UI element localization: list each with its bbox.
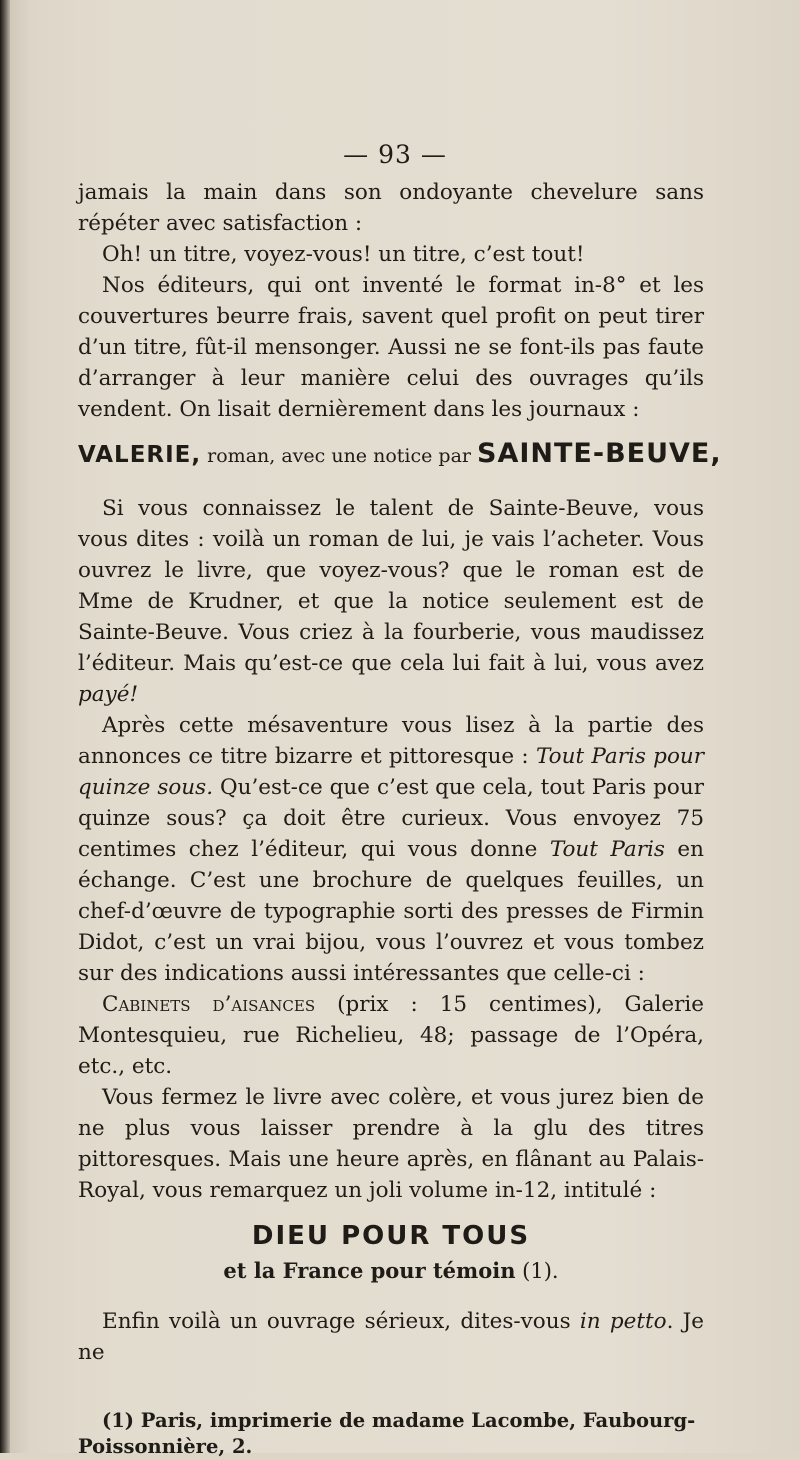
advertisement-line xyxy=(78,438,722,471)
paragraph-5 xyxy=(78,710,704,989)
ad-book-title: VALERIE, xyxy=(78,442,202,468)
paragraph-7: Vous fermez le livre avec colère, et vous jurez bien de ne plus vous laisser prendre à la glu des titres pittoresques. Mais une heure après, en flânant au Palais-Royal, vous remarquez un joli volume in-12, intitulé : xyxy=(78,1085,704,1203)
paragraph-8-italic: in petto xyxy=(579,1309,667,1334)
book-spine-edge xyxy=(0,0,10,1453)
ad-author: SAINTE-BEUVE, xyxy=(477,438,722,469)
paragraph-6-rest: (prix : 15 centimes), Galerie Montesquieu, rue Richelieu, 48; passage de l’Opéra, etc., etc. xyxy=(78,992,704,1079)
page-content xyxy=(78,140,722,1460)
paragraph-8-part-b: . Je ne xyxy=(78,1309,704,1365)
page-number: — 93 — xyxy=(343,140,447,169)
paragraph-1: jamais la main dans son ondoyante chevelure sans répéter avec satisfaction : xyxy=(78,180,704,236)
paragraph-3: Nos éditeurs, qui ont inventé le format in-8° et les couvertures beurre frais, savent quel profit on peut tirer d’un titre, fût-il mensonger. Aussi ne se font-ils pas faute d’arranger à leur manière celui des ouvrages qu’ils vendent. On lisait dernièrement dans les journaux : xyxy=(78,273,704,422)
paragraph-6-small-caps: Cabinets d’aisances xyxy=(102,992,316,1017)
paragraph-6 xyxy=(78,989,704,1082)
paragraph-5-part-c: en échange. C’est une brochure de quelques feuilles, un chef-d’œuvre de typographie sorti des presses de Firmin Didot, c’est un vrai bijou, vous l’ouvrez et vous tombez sur des indications aussi intéressantes que celle-ci : xyxy=(78,837,704,986)
ad-middle-text: roman, avec une notice par xyxy=(201,445,478,467)
book-title-line-2 xyxy=(78,1254,704,1288)
paragraph-5-part-a: Après cette mésaventure vous lisez à la partie des annonces ce titre bizarre et pittoresque : xyxy=(78,713,704,769)
paragraph-5-italic-title-short: Tout Paris xyxy=(549,837,665,862)
footnote: (1) Paris, imprimerie de madame Lacombe, Faubourg-Poissonnière, 2. xyxy=(78,1409,696,1458)
paragraph-5-part-b: Qu’est-ce que c’est que cela, tout Paris pour quinze sous? ça doit être curieux. Vous envoyez 75 centimes chez l’éditeur, qui vous donne xyxy=(78,775,704,862)
book-title-line-2-text: et la France pour témoin xyxy=(223,1258,516,1283)
footnote-reference: (1). xyxy=(515,1259,559,1283)
paragraph-8-part-a: Enfin voilà un ouvrage sérieux, dites-vous xyxy=(102,1309,580,1334)
paragraph-4 xyxy=(78,493,704,710)
paragraph-4-text: Si vous connaissez le talent de Sainte-Beuve, vous vous dites : voilà un roman de lui, je vais l’acheter. Vous ouvrez le livre, que voyez-vous? que le roman est de Mme de Krudner, et que la notice seulement est de Sainte-Beuve. Vous criez à la fourberie, vous maudissez l’éditeur. Mais qu’est-ce que cela lui fait à lui, vous avez xyxy=(78,496,704,676)
book-title-line-1: DIEU POUR TOUS xyxy=(251,1221,531,1251)
paragraph-2: Oh! un titre, voyez-vous! un titre, c’est tout! xyxy=(102,242,585,267)
paragraph-5-italic-title: Tout Paris pour quinze sous. xyxy=(78,744,705,800)
paragraph-8 xyxy=(78,1306,704,1368)
paragraph-4-emphasis: payé! xyxy=(78,682,139,707)
